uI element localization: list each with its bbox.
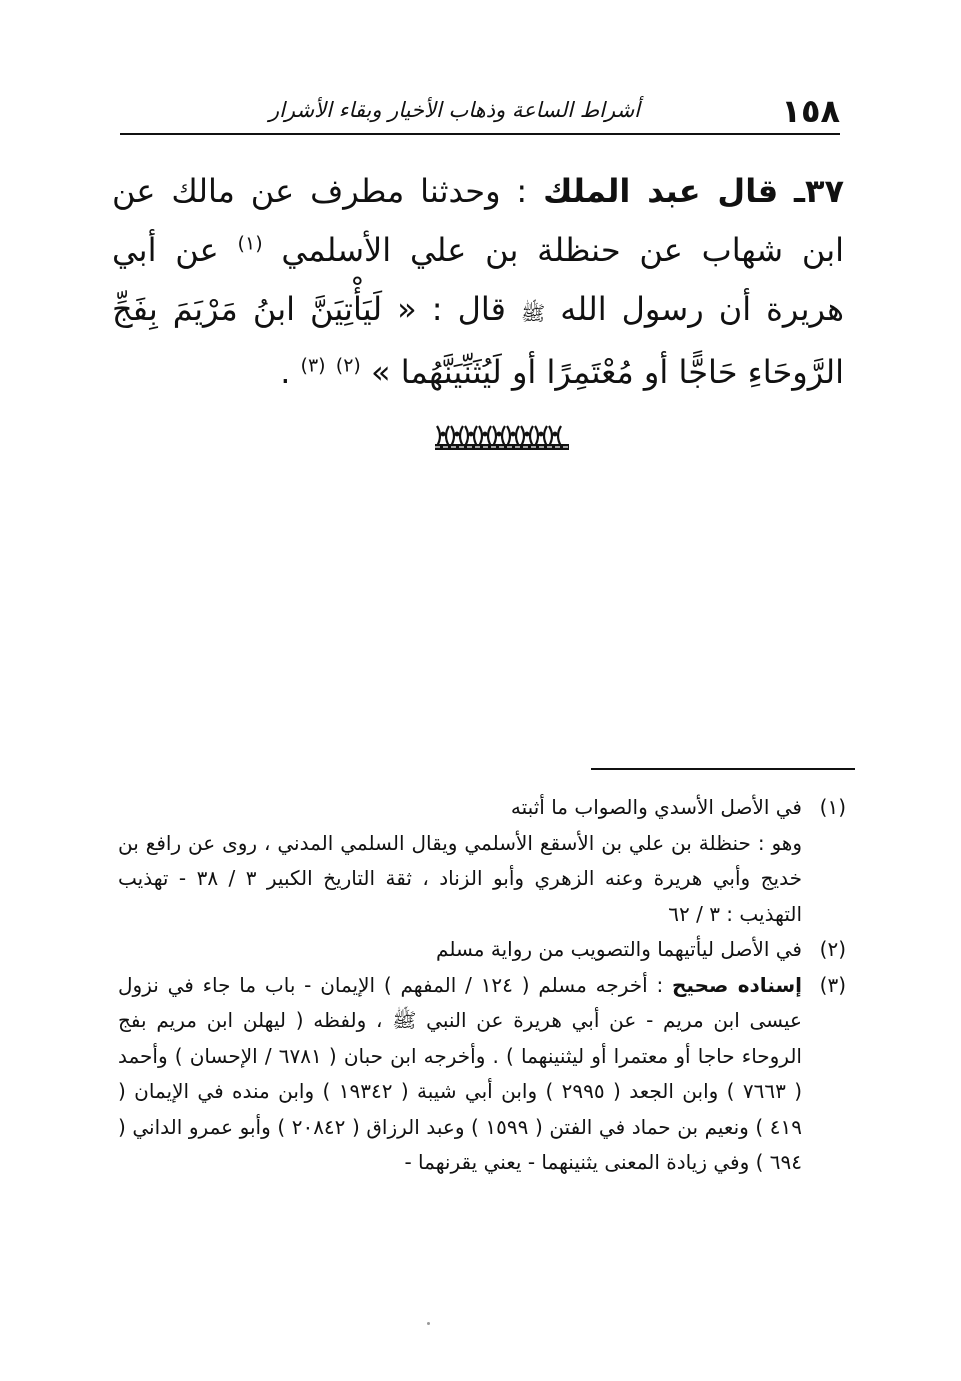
footnote-text: في الأصل الأسدي والصواب ما أثبته وهو : حنظلة بن علي بن الأسقع الأسلمي ويقال السلمي المدني ، روى عن رافع بن خديج وأبي هريرة وعنه الزهري وأبو الزناد ، ثقة التاريخ الكبير ٣ / ٣٨ - تهذيب التهذيب : ٣ / ٦٢ bbox=[118, 795, 802, 926]
hadith-chain: : وحدثنا مطرف عن مالك عن ابن شهاب عن حنظلة بن علي الأسلمي bbox=[112, 172, 845, 269]
footnote-2 bbox=[118, 932, 846, 968]
footnote-ref-2: (٢) bbox=[335, 354, 361, 377]
hadith-number: ٣٧ـ bbox=[794, 172, 845, 210]
footnote-mark: (١) bbox=[819, 795, 846, 819]
footnote-ref-1: (١) bbox=[237, 232, 263, 255]
book-title: أشراط الساعة وذهاب الأخيار وبقاء الأشرار bbox=[268, 98, 640, 122]
hadith-matn: قال : « لَيَأْتِيَنَّ ابنُ مَرْيَمَ بِفَجِّ الرَّوحَاءِ حَاجًّا أو مُعْتَمِرًا أو لَيُثَنِّيَنَّهُما » bbox=[112, 290, 844, 391]
footnote-mark: (٣) bbox=[819, 972, 846, 997]
header-rule bbox=[120, 133, 840, 135]
honorific-glyph: ﷺ bbox=[520, 301, 546, 325]
running-header bbox=[120, 88, 840, 132]
footnote-mark: (٢) bbox=[819, 937, 846, 961]
hadith-end: . bbox=[280, 353, 291, 391]
footnote-3 bbox=[118, 968, 846, 1181]
hadith-speaker: قال عبد الملك bbox=[543, 172, 779, 210]
hadith-chain-cont: عن أبي هريرة أن رسول الله bbox=[112, 231, 845, 328]
footnotes bbox=[118, 790, 846, 1181]
footnote-text: في الأصل ليأتيهما والتصويب من رواية مسلم bbox=[436, 937, 802, 961]
page-number: ١٥٨ bbox=[781, 92, 840, 130]
hadith-text bbox=[112, 162, 844, 402]
footnote-lead: إسناده صحيح bbox=[672, 972, 803, 997]
footnote-rule bbox=[591, 768, 855, 770]
footnote-ref-3: (٣) bbox=[300, 354, 326, 377]
footnote-text: : أخرجه مسلم ( ١٢٤ / المفهم ) الإيمان - باب ما جاء في نزول عيسى ابن مريم - عن أبي هريرة عن النبي ﷺ ، ولفظه ( ليهلن ابن مريم بفج الروحاء حاجا أو معتمرا أو ليثنينهما ) . وأخرجه ابن حبان ( ٦٧٨١ / الإحسان ) وأحمد ( ٧٦٦٣ ) وابن الجعد ( ٢٩٩٥ ) وابن أبي شيبة ( ١٩٣٤٢ ) وابن منده في الإيمان ( ٤١٩ ) ونعيم بن حماد في الفتن ( ١٥٩٩ ) وعبد الرزاق ( ٢٠٨٤٢ ) وأبو عمرو الداني ( ٦٩٤ ) وفي زيادة المعنى يثنينهما - يعني يقرنهما - bbox=[118, 972, 803, 1174]
section-ornament bbox=[433, 420, 571, 452]
scan-speck bbox=[427, 1322, 430, 1325]
footnote-1 bbox=[118, 790, 846, 932]
